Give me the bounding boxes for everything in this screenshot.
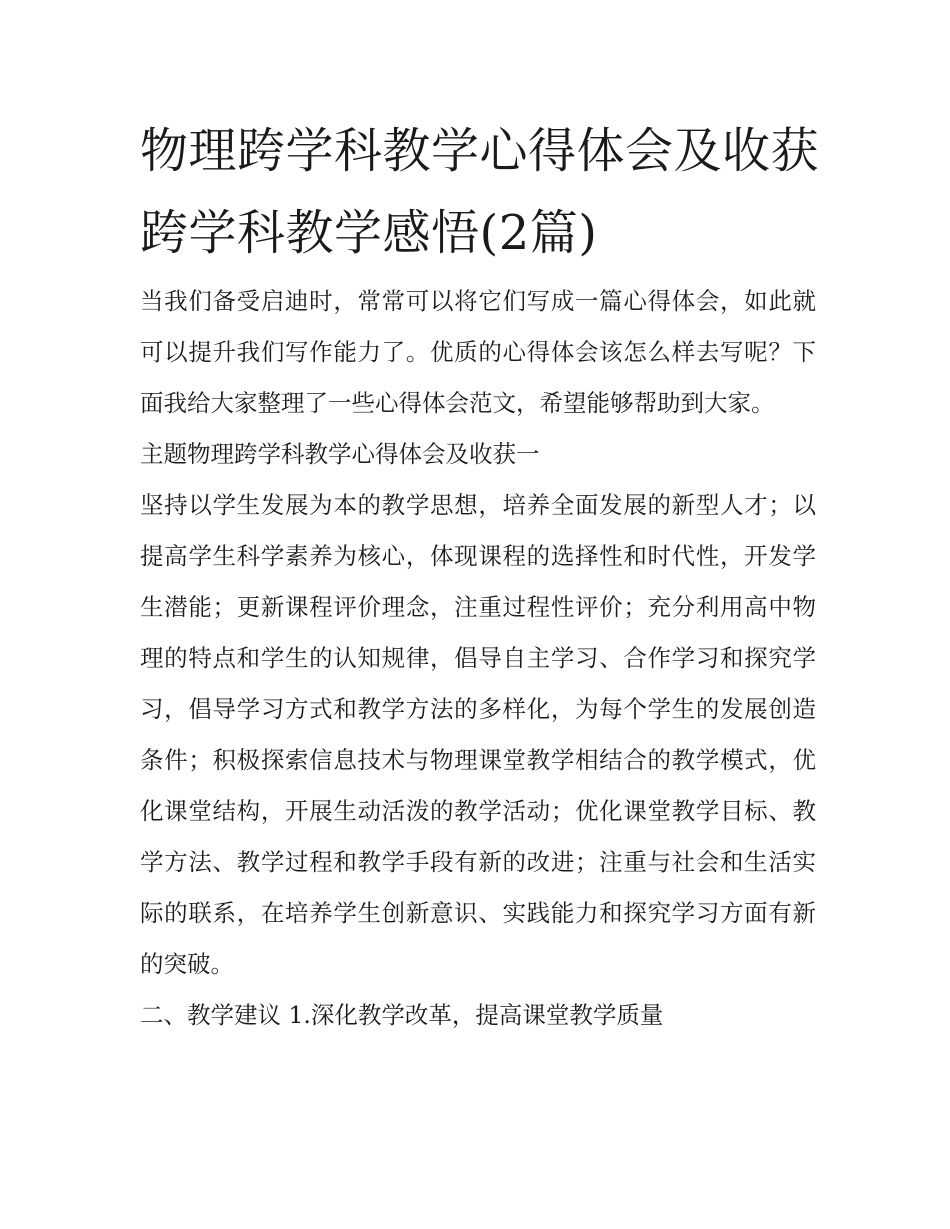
subsection-heading: 二、教学建议 1.深化教学改革，提高课堂教学质量 [140,1001,664,1029]
content-paragraph: 坚持以学生发展为本的教学思想，培养全面发展的新型人才；以提高学生科学素养为核心，体现课程的选择性和时代性，开发学生潜能；更新课程评价理念，注重过程性评价；充分利用高中物理的特点和学生的认知规律，倡导自主学习、合作学习和探究学习，倡导学习方式和教学方法的多样化，为每个学生的发展创造条件；积极探索信息技术与物理课堂教学相结合的教学模式，优化课堂结构，开展生动活泼的教学活动；优化课堂教学目标、教学方法、教学过程和教学手段有新的改进；注重与社会和生活实际的联系，在培养学生创新意识、实践能力和探究学习方面有新的突破。 [140,491,816,978]
document-body [140,276,816,1041]
section-heading: 主题物理跨学科教学心得体会及收获一 [140,440,540,468]
intro-paragraph: 当我们备受启迪时，常常可以将它们写成一篇心得体会，如此就可以提升我们写作能力了。优质的心得体会该怎么样去写呢？下面我给大家整理了一些心得体会范文，希望能够帮助到大家。 [140,287,816,417]
document-title: 物理跨学科教学心得体会及收获 跨学科教学感悟(2篇) [140,123,820,261]
